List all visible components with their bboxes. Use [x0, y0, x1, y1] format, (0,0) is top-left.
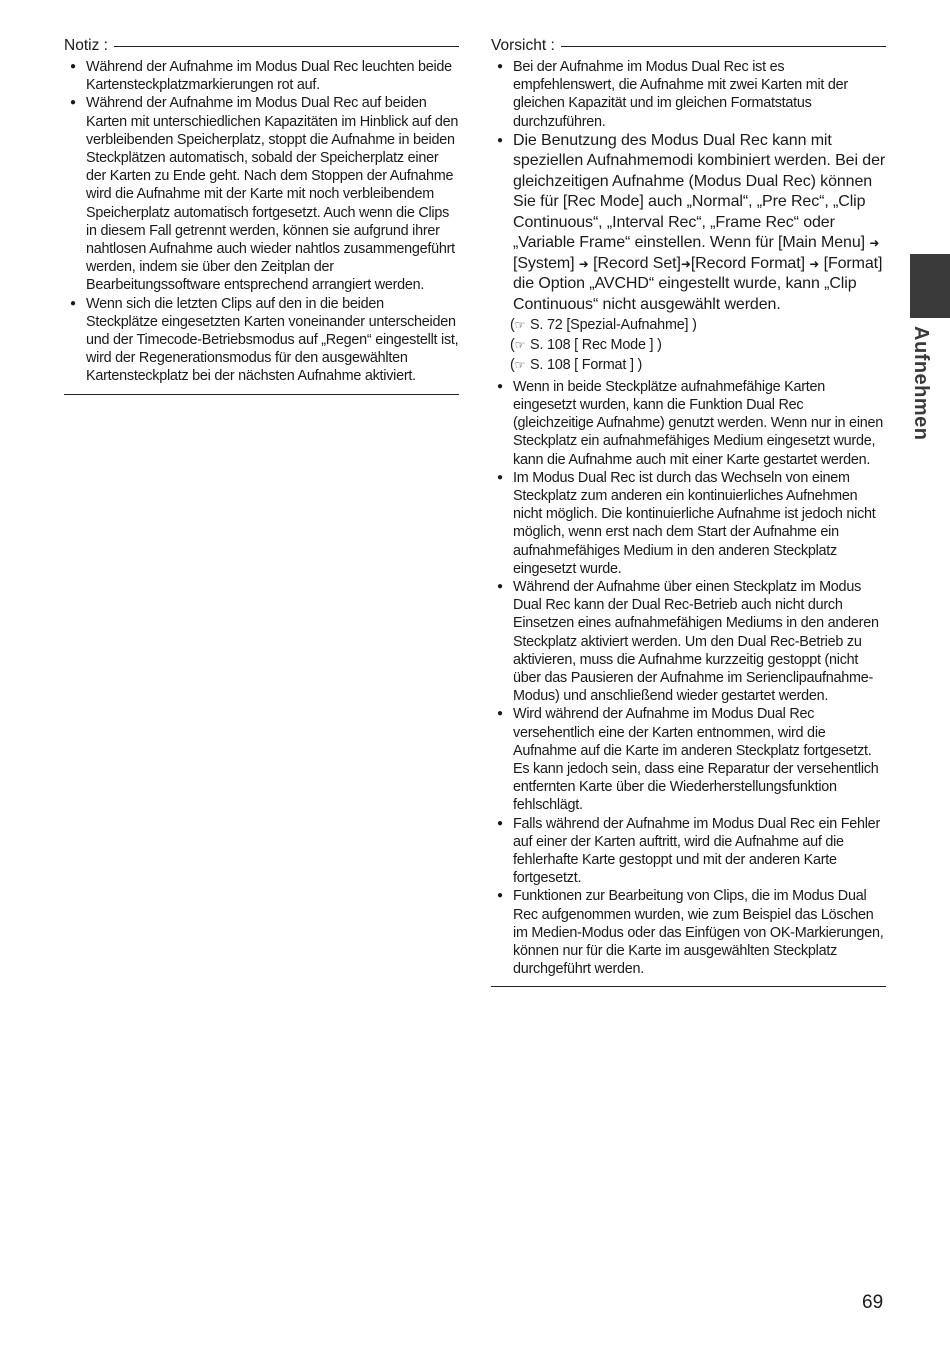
- notiz-item: ● Wenn sich die letzten Clips auf den in die beiden Steckplätze eingesetzten Karten voneinander unterscheiden und der Timecode-Betriebsmodus auf „Regen“ eingestellt ist, wird der Regenerationsmodus für den ausgewählten Kartensteckplatz bei der nächsten Aufnahme aktiviert.: [64, 295, 459, 386]
- arrow-right-icon: ➜: [578, 256, 589, 271]
- pointing-hand-icon: ☞: [514, 318, 526, 333]
- pointing-hand-icon: ☞: [514, 338, 526, 353]
- page-reference[interactable]: [491, 316, 886, 336]
- arrow-right-icon: ➜: [809, 256, 820, 271]
- vorsicht-item: ● Funktionen zur Bearbeitung von Clips, die im Modus Dual Rec aufgenommen wurden, wie zum Beispiel das Löschen im Medien-Modus oder das Einfügen von OK-Markierungen, können nur für die Karte im ausgewählten Steckplatz durchgeführt werden.: [491, 887, 886, 978]
- menu-path-record-format: [Record Format]: [690, 254, 805, 272]
- notiz-heading-row: [64, 36, 459, 56]
- vorsicht-bottom-rule: [491, 986, 886, 987]
- chapter-label: Aufnehmen: [910, 326, 932, 441]
- chapter-tab: [910, 254, 950, 318]
- vorsicht-item-rec-mode: [491, 131, 886, 316]
- notiz-list: [64, 58, 459, 386]
- rec-mode-text-1: Die Benutzung des Modus Dual Rec kann mit speziellen Aufnahmemodi kombiniert werden. Bei der gleichzeitigen Aufnahme (Modus Dual Rec) können Sie für [Rec Mode] auch „Normal“, „Pre Rec“, „Clip Continuous“, „Interval Rec“, „Frame Rec“ oder „Variable Frame“ einstellen. Wenn für [Main Menu]: [513, 131, 886, 252]
- notiz-item: ● Während der Aufnahme im Modus Dual Rec leuchten beide Kartensteckplatzmarkierungen rot auf.: [64, 58, 459, 94]
- vorsicht-section: [491, 36, 886, 987]
- vorsicht-item: ● Falls während der Aufnahme im Modus Dual Rec ein Fehler auf einer der Karten auftritt, wird die Aufnahme auf die fehlerhafte Karte gestoppt und mit der anderen Karte fortgesetzt.: [491, 815, 886, 888]
- vorsicht-heading: Vorsicht :: [491, 37, 555, 54]
- page-reference[interactable]: [491, 356, 886, 376]
- notiz-heading: Notiz :: [64, 37, 108, 54]
- vorsicht-list: [491, 58, 886, 315]
- page-reference[interactable]: [491, 336, 886, 356]
- rec-mode-text-5: [Format] die Option „AVCHD“ eingestellt wurde, kann „Clip Continuous“ nicht ausgewählt werden.: [513, 254, 883, 313]
- notiz-heading-rule: [114, 46, 459, 47]
- vorsicht-item: ● Wird während der Aufnahme im Modus Dual Rec versehentlich eine der Karten entnommen, wird die Aufnahme auf die Karte im anderen Steckplatz fortgesetzt. Es kann jedoch sein, dass eine Reparatur der versehentlich entfernten Karte über die Wiederherstellungsfunktion fehlschlägt.: [491, 705, 886, 814]
- vorsicht-list-continued: [491, 378, 886, 979]
- ref-open-paren: (: [510, 317, 515, 334]
- vorsicht-heading-rule: [561, 46, 886, 47]
- ref-text: S. 72 [Spezial-Aufnahme] ): [529, 317, 697, 334]
- ref-open-paren: (: [510, 337, 515, 354]
- page-references: [491, 316, 886, 375]
- vorsicht-item: ● Während der Aufnahme über einen Steckplatz im Modus Dual Rec kann der Dual Rec-Betrieb auch nicht durch Einsetzen eines aufnahmefähigen Mediums in den anderen Steckplatz aktiviert werden. Um den Dual Rec-Betrieb zu aktivieren, muss die Aufnahme kurzzeitig gestoppt (nicht über das Pausieren der Aufnahme im Serienclipaufnahme-Modus) und anschließend wieder gestartet werden.: [491, 578, 886, 705]
- vorsicht-item: ● Im Modus Dual Rec ist durch das Wechseln von einem Steckplatz zum anderen ein kontinuierliches Aufnehmen nicht möglich. Die kontinuierliche Aufnahme ist jedoch nicht möglich, wenn erst nach dem Start der Aufnahme ein aufnahmefähiges Medium in den anderen Steckplatz eingesetzt wurde.: [491, 469, 886, 578]
- ref-text: S. 108 [ Format ] ): [529, 356, 643, 373]
- notiz-bottom-rule: [64, 394, 459, 395]
- vorsicht-item: ● Wenn in beide Steckplätze aufnahmefähige Karten eingesetzt wurden, kann die Funktion Dual Rec (gleichzeitige Aufnahme) genutzt werden. Wenn nur in einen Steckplatz ein aufnahmefähiges Medium eingesetzt wurde, kann die Aufnahme auch mit einer Karte gestartet werden.: [491, 378, 886, 469]
- notiz-item: ● Während der Aufnahme im Modus Dual Rec auf beiden Karten mit unterschiedlichen Kapazitäten im Hinblick auf den verbleibenden Speicherplatz, stoppt die Aufnahme in beiden Steckplätzen automatisch, sobald der Speicherplatz einer der Karten zu Ende geht. Nach dem Stoppen der Aufnahme wird die Aufnahme mit der Karte mit noch verbleibendem Speicherplatz automatisch fortgesetzt. Auch wenn die Clips in diesem Fall getrennt werden, können sie aufgrund ihrer nahtlosen Aufnahme auch wieder nahtlos zusammengeführt werden, indem sie über den Zeitplan der Bearbeitungssoftware entsprechend arrangiert werden.: [64, 94, 459, 294]
- vorsicht-heading-row: [491, 36, 886, 56]
- pointing-hand-icon: ☞: [514, 357, 526, 372]
- ref-open-paren: (: [510, 356, 515, 373]
- arrow-right-icon: ➜: [869, 236, 880, 251]
- ref-text: S. 108 [ Rec Mode ] ): [529, 337, 662, 354]
- menu-path-record-set: [Record Set]: [593, 254, 681, 272]
- arrow-right-icon: ➜: [680, 256, 691, 271]
- vorsicht-item: ● Bei der Aufnahme im Modus Dual Rec ist es empfehlenswert, die Aufnahme mit zwei Karten mit der gleichen Kapazität und im gleichen Formatstatus durchzuführen.: [491, 58, 886, 131]
- menu-path-system: [System]: [513, 254, 575, 272]
- page-number: 69: [862, 1292, 884, 1313]
- notiz-section: [64, 36, 459, 395]
